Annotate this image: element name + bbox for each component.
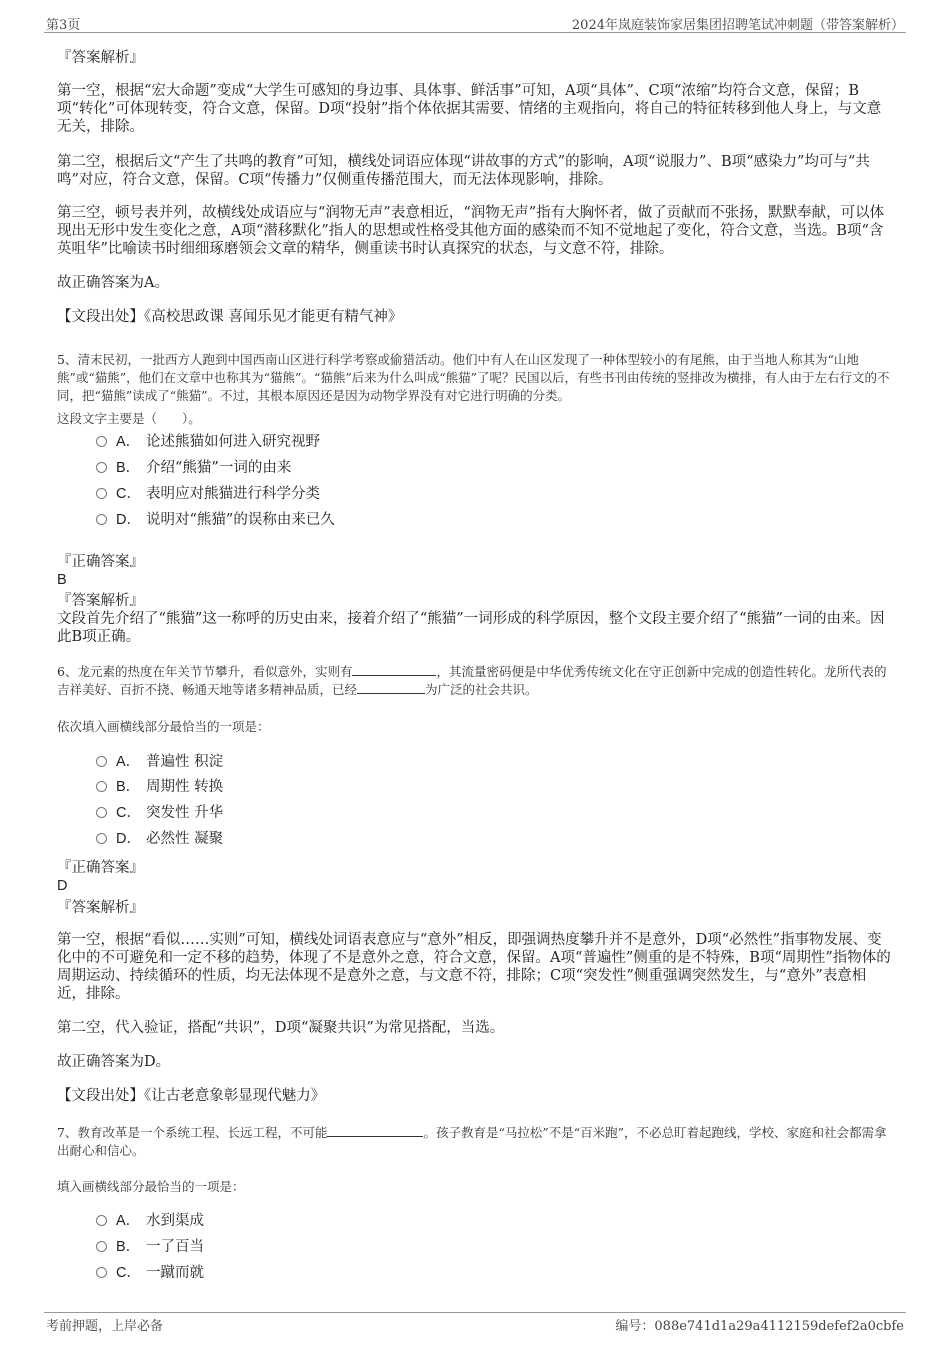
q6-option-c[interactable]: C． 突发性 升华 <box>96 803 223 823</box>
q6-option-b[interactable]: B． 周期性 转换 <box>96 777 223 797</box>
q4-analysis-para3: 第三空，顿号表并列，故横线处成语应与“润物无声”表意相近，“润物无声”指有大胸怀者，做了贡献而不张扬，默默奉献，可以体现出无形中发生变化之意，A项“潜移默化”指人的思想或性格受其他方面的感染而不知不觉地起了变化，符合文意，当选。B项“含英咀华”比喻读书时细细琢磨领会文章的精华，侧重读书时认真探究的状态，与文意不符，排除。 <box>57 205 885 257</box>
footer-slogan: 考前押题，上岸必备 <box>46 1319 164 1334</box>
blank-line <box>327 1124 423 1137</box>
q4-analysis-para1: 第一空，根据“宏大命题”变成“大学生可感知的身边事、具体事、鲜活事”可知，A项“具体”、C项“浓缩”均符合文意，保留；B项“转化”可体现转变，符合文意，保留。D项“投射”指个体依据其需要、情绪的主观指向，将自己的特征转移到他人身上，与文意无关，排除。 <box>57 83 882 135</box>
q5-stem: 5、清末民初，一批西方人跑到中国西南山区进行科学考察或偷猎活动。他们中有人在山区发现了一种体型较小的有尾熊，由于当地人称其为“山地熊”或“猫熊”，他们在文章中也称其为“猫熊”。“猫熊”后来为什么叫成“熊猫”了呢？民国以后，有些书刊由传统的竖排改为横排，有人由于左右行文的不同，把“猫熊”读成了“熊猫”。不过，其根本原因还是因为动物学界没有对它进行明确的分类。 <box>57 352 890 403</box>
q5-option-d[interactable]: D． 说明对“熊猫”的误称由来已久 <box>96 510 335 530</box>
q4-source: 【文段出处】《高校思政课 喜闻乐见才能更有精气神》 <box>57 309 403 325</box>
q4-conclusion: 故正确答案为A。 <box>57 275 169 291</box>
document-title: 2024年岚庭装饰家居集团招聘笔试冲刺题（带答案解析） <box>571 18 904 33</box>
q5-option-b[interactable]: B． 介绍“熊猫”一词的由来 <box>96 458 291 478</box>
q6-option-d[interactable]: D． 必然性 凝聚 <box>96 829 223 849</box>
q7-prompt: 填入画横线部分最恰当的一项是： <box>57 1179 245 1194</box>
blank-line <box>357 681 425 694</box>
q7-option-b[interactable]: B． 一了百当 <box>96 1237 204 1257</box>
q5-analysis-label: 『答案解析』 <box>57 593 144 609</box>
radio-icon[interactable] <box>96 756 107 767</box>
blank-line <box>352 663 436 676</box>
q6-source: 【文段出处】《让古老意象彰显现代魅力》 <box>57 1088 326 1104</box>
q6-stem: 6、龙元素的热度在年关节节攀升，看似意外，实则有 ，其流量密码便是中华优秀传统文化在守正创新中完成的创造性转化。龙所代表的吉祥美好、百折不挠、畅通天地等诸多精神品质，已经 为广泛的社会共识。 <box>57 664 887 697</box>
q7-option-c[interactable]: C． 一蹴而就 <box>96 1263 204 1283</box>
q4-analysis-label: 『答案解析』 <box>57 50 144 66</box>
radio-icon[interactable] <box>96 781 107 792</box>
radio-icon[interactable] <box>96 514 107 525</box>
q5-prompt: 这段文字主要是（ ）。 <box>57 411 201 426</box>
page-number: 第3页 <box>46 18 81 33</box>
q5-answer: B <box>57 572 67 588</box>
radio-icon[interactable] <box>96 833 107 844</box>
q7-option-a[interactable]: A． 水到渠成 <box>96 1211 204 1231</box>
page-header <box>44 10 906 33</box>
q5-analysis: 文段首先介绍了“熊猫”这一称呼的历史由来，接着介绍了“熊猫”一词形成的科学原因，整个文段主要介绍了“熊猫”一词的由来。因此B项正确。 <box>57 611 885 645</box>
q5-answer-label: 『正确答案』 <box>57 554 144 570</box>
q6-analysis-para1: 第一空，根据“看似……实则”可知，横线处词语表意应与“意外”相反，即强调热度攀升并不是意外，D项“必然性”指事物发展、变化中的不可避免和一定不移的趋势，体现了不是意外之意，符合文意，保留。A项“普遍性”侧重的是不特殊，B项“周期性”指物体的周期运动、持续循环的性质，均无法体现不是意外之意，与文意不符，排除；C项“突发性”侧重强调突然发生，与“意外”表意相近，排除。 <box>57 932 891 1002</box>
page-footer <box>44 1312 906 1335</box>
radio-icon[interactable] <box>96 488 107 499</box>
q6-prompt: 依次填入画横线部分最恰当的一项是： <box>57 719 270 734</box>
radio-icon[interactable] <box>96 1215 107 1226</box>
q6-answer-label: 『正确答案』 <box>57 860 144 876</box>
q6-option-a[interactable]: A． 普遍性 积淀 <box>96 752 223 772</box>
q6-analysis-label: 『答案解析』 <box>57 900 144 916</box>
q5-option-a[interactable]: A． 论述熊猫如何进入研究视野 <box>96 432 320 452</box>
q7-stem: 7、教育改革是一个系统工程、长远工程，不可能 。孩子教育是“马拉松”不是“百米跑”，不必总盯着起跑线，学校、家庭和社会都需拿出耐心和信心。 <box>57 1125 887 1158</box>
document-id: 编号：088e741d1a29a4112159defef2a0cbfe <box>615 1319 904 1334</box>
radio-icon[interactable] <box>96 1267 107 1278</box>
radio-icon[interactable] <box>96 1241 107 1252</box>
radio-icon[interactable] <box>96 436 107 447</box>
q5-option-c[interactable]: C． 表明应对熊猫进行科学分类 <box>96 484 320 504</box>
radio-icon[interactable] <box>96 462 107 473</box>
q4-analysis-para2: 第二空，根据后文“产生了共鸣的教育”可知，横线处词语应体现“讲故事的方式”的影响，A项“说服力”、B项“感染力”均可与“共鸣”对应，符合文意，保留。C项“传播力”仅侧重传播范围大，而无法体现影响，排除。 <box>57 154 870 188</box>
q6-conclusion: 故正确答案为D。 <box>57 1054 171 1070</box>
q6-answer: D <box>57 878 68 894</box>
q6-analysis-para2: 第二空，代入验证，搭配“共识”，D项“凝聚共识”为常见搭配，当选。 <box>57 1020 505 1036</box>
radio-icon[interactable] <box>96 807 107 818</box>
